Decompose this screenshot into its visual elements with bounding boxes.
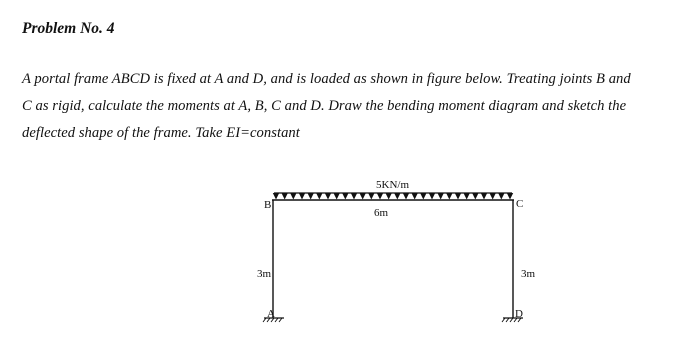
load-arrowhead (420, 193, 426, 200)
problem-statement-line-2: C as rigid, calculate the moments at A, B, C and D. Draw the bending moment diagram and sketch the (22, 98, 627, 114)
joint-d-label: D (515, 308, 523, 320)
load-arrowhead (446, 193, 452, 200)
load-arrowhead (281, 193, 287, 200)
load-arrowhead (437, 193, 443, 200)
load-arrowhead (489, 193, 495, 200)
load-arrowhead (385, 193, 391, 200)
joint-a-label: A (267, 308, 275, 320)
load-arrowhead (472, 193, 478, 200)
load-arrowhead (316, 193, 322, 200)
load-intensity-label: 5KN/m (376, 179, 409, 191)
beam-length-label: 6m (374, 207, 389, 219)
load-arrowhead (429, 193, 435, 200)
load-arrowhead (299, 193, 305, 200)
load-arrowhead (403, 193, 409, 200)
load-arrowhead (351, 193, 357, 200)
problem-statement-line-3: deflected shape of the frame. Take EI=constant (22, 125, 300, 141)
distributed-load-arrows (273, 193, 513, 200)
load-arrowhead (498, 193, 504, 200)
load-arrowhead (325, 193, 331, 200)
load-arrowhead (307, 193, 313, 200)
load-arrowhead (342, 193, 348, 200)
left-column-length-label: 3m (257, 268, 272, 280)
load-arrowhead (333, 193, 339, 200)
right-column-length-label: 3m (521, 268, 536, 280)
load-arrowhead (394, 193, 400, 200)
load-arrowhead (481, 193, 487, 200)
load-arrowhead (368, 193, 374, 200)
load-arrowhead (290, 193, 296, 200)
problem-statement-line-1: A portal frame ABCD is fixed at A and D, and is loaded as shown in figure below. Treating joints B and (22, 71, 631, 87)
joint-b-label: B (264, 199, 272, 211)
load-arrowhead (455, 193, 461, 200)
load-arrowhead (377, 193, 383, 200)
load-arrowhead (463, 193, 469, 200)
load-arrowhead (411, 193, 417, 200)
load-arrowhead (273, 193, 279, 200)
load-arrowhead (359, 193, 365, 200)
problem-title: Problem No. 4 (22, 20, 115, 37)
load-arrowhead (507, 193, 513, 200)
joint-c-label: C (516, 198, 524, 210)
